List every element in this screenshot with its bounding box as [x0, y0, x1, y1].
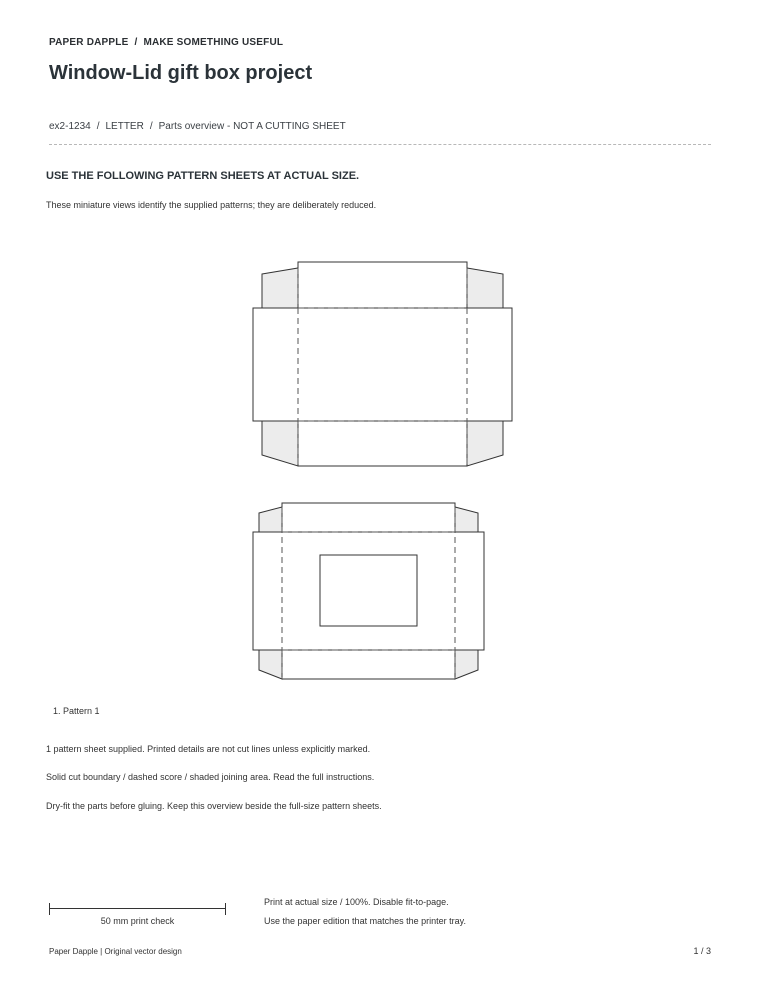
base-tray-pattern — [253, 262, 512, 466]
paper-size: LETTER — [105, 121, 144, 132]
lid-top-flap — [282, 503, 455, 532]
tray-top-flap — [298, 262, 467, 308]
scale-line — [49, 908, 226, 909]
paper-instruction: Use the paper edition that matches the printer tray. — [264, 916, 466, 926]
tray-bottom-flap — [298, 421, 467, 466]
print-instruction: Print at actual size / 100%. Disable fit-to-page. — [264, 897, 449, 907]
score-lines — [298, 268, 467, 466]
glue-tab — [259, 507, 282, 532]
scale-tick-left — [49, 903, 50, 915]
meta-separator: / — [96, 121, 100, 132]
footer-credit: Paper Dapple | Original vector design — [49, 947, 182, 956]
scale-tick-right — [225, 903, 226, 915]
document-description: Parts overview - NOT A CUTTING SHEET — [158, 121, 346, 132]
glue-tab — [259, 650, 282, 679]
glue-tab — [455, 650, 478, 679]
section-intro: These miniature views identify the supplied patterns; they are deliberately reduced. — [46, 200, 377, 210]
lid-window-cutout — [320, 555, 417, 626]
glue-tab — [467, 268, 503, 308]
meta-separator: / — [149, 121, 153, 132]
legend-note: Solid cut boundary / dashed score / shaded joining area. Read the full instructions. — [46, 772, 375, 782]
page-title: Window-Lid gift box project — [49, 62, 313, 84]
brand-tagline: MAKE SOMETHING USEFUL — [143, 37, 284, 48]
lid-middle-band — [253, 532, 484, 650]
glue-tab — [262, 421, 298, 466]
score-lines — [282, 507, 455, 679]
document-code: ex2-1234 — [49, 121, 91, 132]
breadcrumb-separator: / — [134, 37, 138, 48]
supply-note: 1 pattern sheet supplied. Printed details are not cut lines unless explicitly marked. — [46, 744, 371, 754]
page-number: 1 / 3 — [693, 946, 711, 956]
scale-label: 50 mm print check — [100, 916, 175, 926]
glue-tab — [262, 268, 298, 308]
lid-bottom-flap — [282, 650, 455, 679]
glue-tab — [467, 421, 503, 466]
section-heading: USE THE FOLLOWING PATTERN SHEETS AT ACTUAL SIZE. — [46, 170, 360, 182]
window-lid-pattern — [253, 503, 484, 679]
tray-middle-band — [253, 308, 512, 421]
pattern-caption: 1. Pattern 1 — [53, 706, 100, 716]
brand-name: PAPER DAPPLE — [49, 37, 129, 48]
print-check-scale-bar — [49, 903, 226, 915]
glue-tab — [455, 507, 478, 532]
dry-fit-note: Dry-fit the parts before gluing. Keep this overview beside the full-size pattern sheets. — [46, 801, 382, 811]
